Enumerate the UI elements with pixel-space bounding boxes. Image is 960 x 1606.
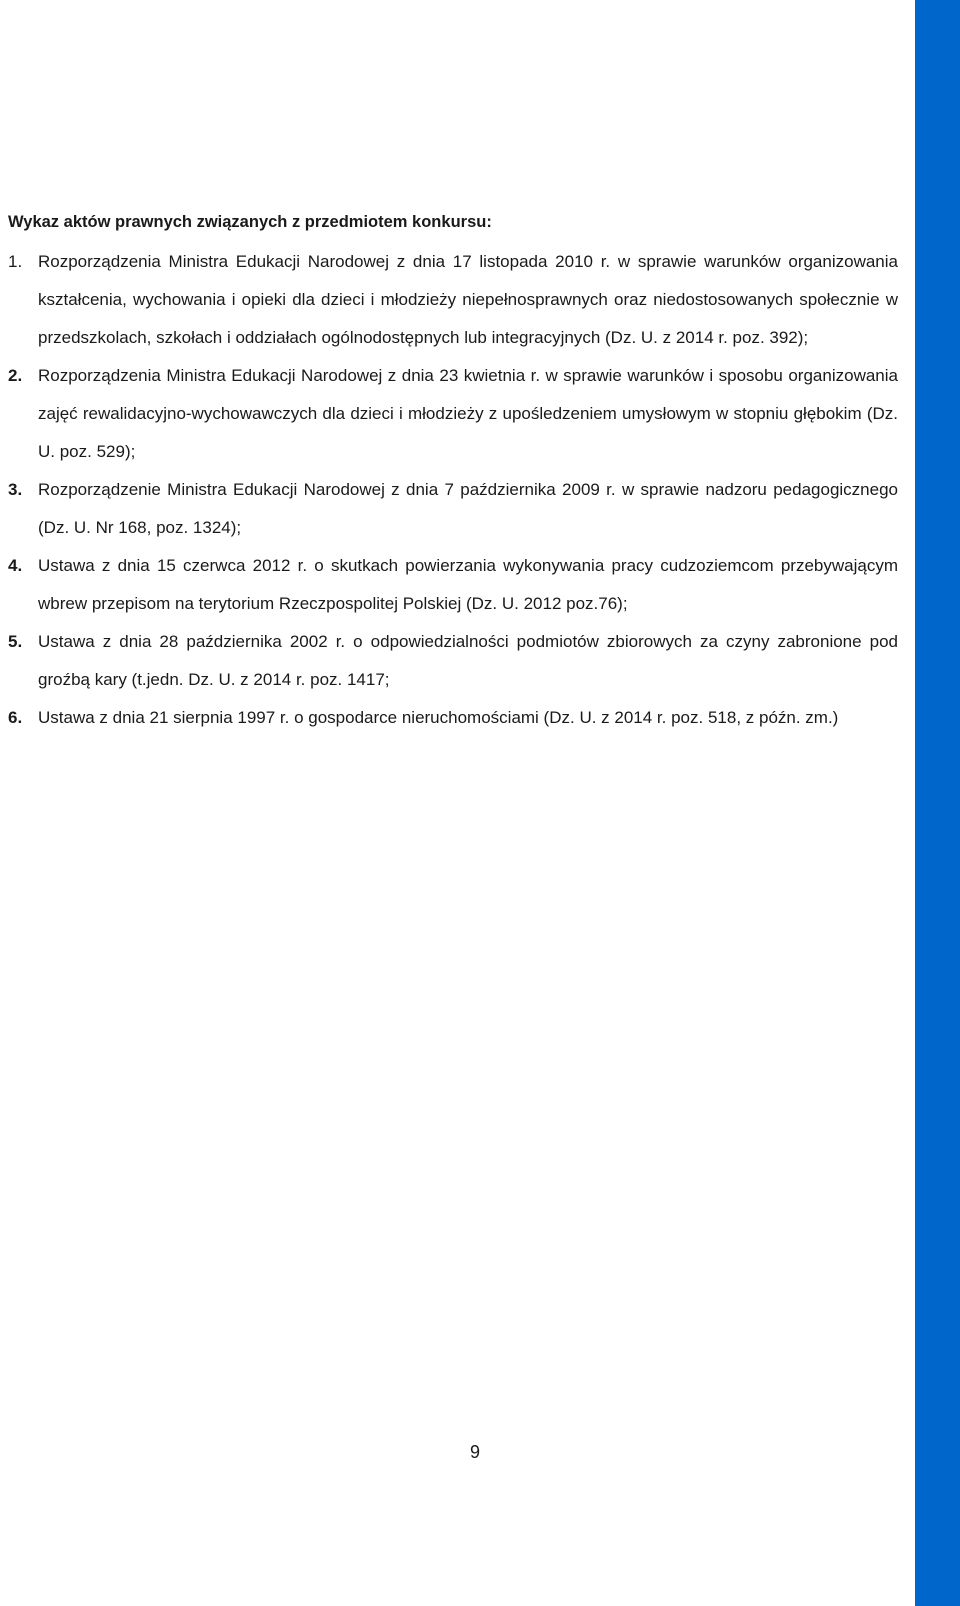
legal-act-text: Rozporządzenia Ministra Edukacji Narodowej z dnia 17 listopada 2010 r. w sprawie warunków organizowania kształcenia, wychowania i opieki dla dzieci i młodzieży niepełnosprawnych oraz niedostosowanych społecznie w przedszkolach, szkołach i oddziałach ogólnodostępnych lub integracyjnych (Dz. U. z 2014 r. poz. 392);	[38, 252, 898, 347]
legal-act-number: 6.	[8, 708, 23, 727]
side-page-number: 9	[926, 207, 940, 232]
legal-act-number: 4.	[8, 556, 23, 575]
legal-act-number: 3.	[8, 480, 23, 499]
legal-act-text: Rozporządzenie Ministra Edukacji Narodowej z dnia 7 października 2009 r. w sprawie nadzoru pedagogicznego (Dz. U. Nr 168, poz. 1324);	[38, 480, 898, 537]
document-title: Wykaz aktów prawnych związanych z przedmiotem konkursu:	[8, 213, 492, 231]
legal-act-text: Ustawa z dnia 28 października 2002 r. o odpowiedzialności podmiotów zbiorowych za czyny zabronione pod groźbą kary (t.jedn. Dz. U. z 2014 r. poz. 1417;	[38, 632, 898, 689]
legal-act-item	[8, 471, 898, 547]
legal-act-text: Ustawa z dnia 15 czerwca 2012 r. o skutkach powierzania wykonywania pracy cudzoziemcom przebywającym wbrew przepisom na terytorium Rzeczpospolitej Polskiej (Dz. U. 2012 poz.76);	[38, 556, 898, 613]
legal-act-text: Ustawa z dnia 21 sierpnia 1997 r. o gospodarce nieruchomościami (Dz. U. z 2014 r. poz. 518, z późn. zm.)	[38, 708, 839, 727]
legal-act-item	[8, 357, 898, 471]
legal-act-item	[8, 623, 898, 699]
side-accent-bar	[915, 0, 960, 1606]
legal-act-number: 5.	[8, 632, 23, 651]
legal-acts-list	[8, 243, 898, 737]
legal-act-item	[8, 547, 898, 623]
legal-act-item	[8, 699, 898, 737]
legal-act-text: Rozporządzenia Ministra Edukacji Narodowej z dnia 23 kwietnia r. w sprawie warunków i sposobu organizowania zajęć rewalidacyjno-wychowawczych dla dzieci i młodzieży z upośledzeniem umysłowym w stopniu głębokim (Dz. U. poz. 529);	[38, 366, 898, 461]
legal-act-number: 2.	[8, 366, 23, 385]
footer-page-number: 9	[469, 1442, 480, 1462]
legal-act-number: 1.	[8, 252, 23, 271]
legal-act-item	[8, 243, 898, 357]
